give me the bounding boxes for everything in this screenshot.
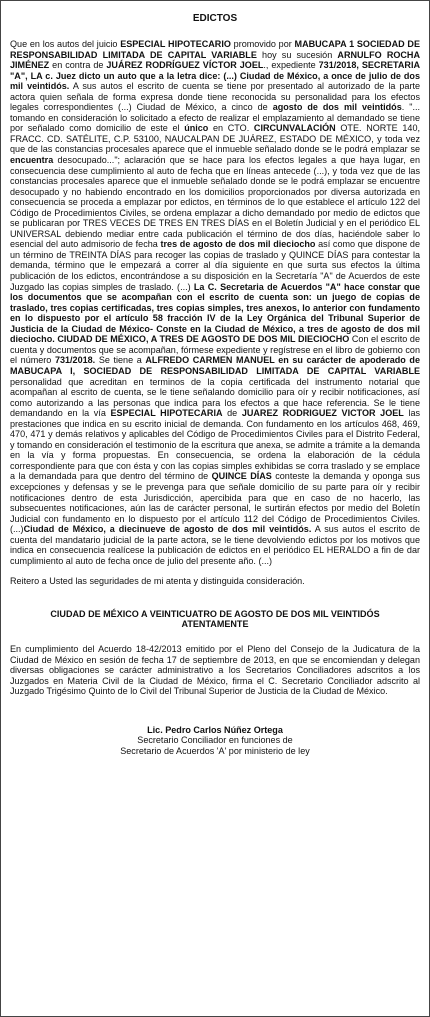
body-bold-segment: agosto de dos mil veintidós [272,102,402,113]
signature-block [10,725,420,757]
body-segment: desocupado..."; aclaración que se hace para los efectos legales a que haya lugar, en consecuencia dese cumplimiento al auto de fecha que en líneas antecede (...), y toda vez que de las constancias procesales aparece que el inmueble señalado donde se le podrá emplazar se encuentre desocupado y no habiendo encontrado en los domicilios proporcionados por diversa autorizada en consecuencia se proceda a emplazar por edictos, en términos de lo que establece el artículo 122 del Código de Procedimientos Civiles, se ordena emplazar a dicho demandado por medio de edictos que se publicaran por TRES VECES DE TRES EN TRES DÍAS en el Boletín Judicial y en el periódico EL UNIVERSAL debiendo mediar entre cada publicación el término de dos días, haciéndole saber lo esencial del auto admisorio de fecha [10,155,420,250]
body-bold-segment: único [184,123,209,134]
acuerdo-paragraph: En cumplimiento del Acuerdo 18-42/2013 emitido por el Pleno del Consejo de la Judicatura de la Ciudad de México en sesión de fecha 17 de septiembre de 2013, en que se encomiendan y delegan diversas obligaciones se carácter administrativo a los Secretarios Conciliadores adscritos a los Juzgados en Materia Civil de la Ciudad de México, firma el C. Secretario Conciliador adscrito al Juzgado Trigésimo Quinto de lo Civil del Tribunal Superior de Justicia de la Ciudad de México. [10,643,420,697]
body-bold-segment: ESPECIAL HIPOTECARIO [120,39,231,49]
document-title: EDICTOS [192,13,238,24]
body-bold-segment: JUAREZ RODRIGUEZ VICTOR JOEL [241,408,404,419]
body-segment: en CTO. [208,123,254,134]
body-segment: Se tiene a [95,355,146,366]
body-bold-segment: QUINCE DÍAS [211,471,272,482]
body-segment: así como que dispone de un término de TREINTA DÍAS para recoger las copias de traslado y QUINCE DÍAS para contestar la demanda, término que le empezará a correr al día siguiente en que surta sus efectos la última publicación de los edictos, encontrándose a su disposición en la Secretaría "A" de Acuerdos de este Juzgado las copias simples de traslado. (...) [10,239,420,292]
body-segment: Con el escrito de cuenta y documentos que se acompañan, fórmese expediente y regístrese en el libro de gobierno con el número [10,334,420,366]
body-segment: A sus autos el escrito de cuenta se tiene por presentado al autorizado de la parte actora quien señala de forma expresa donde tiene reconocida su personalidad para los efectos legales correspondientes (...) Ciudad de México, a cinco de [10,81,420,113]
body-segment: . "... tomando en consideración lo solicitado a efecto de realizar el emplazamiento al demandado se tiene por señalado como domicilio de este el [10,102,421,134]
body-segment: OTE. NORTE 140, FRACC. CD. SATÉLITE, C.P. 53100, NAUCALPAN DE JUÁREZ, ESTADO DE MÉXICO, y toda vez que de las constancias procesales aparece que el inmueble señalado donde se le podrá emplazar se [10,123,420,155]
edicto-body [10,39,420,566]
body-segment: conteste la demanda y oponga sus excepciones y defensas y se le prevenga para que señale domicilio de su parte para oír y recibir notificaciones dentro de esta Jurisdicción, apercibida para que en caso de no hacerlo, las subsecuentes notificaciones, aún las de carácter personal, le surtirán efectos por medio del Boletín Judicial con fundamento en lo dispuesto por el artículo 112 del Código de Procedimientos Civiles. (...) [10,471,420,535]
signer-name: Lic. Pedro Carlos Núñez Ortega [147,724,283,735]
body-bold-segment: La C. Secretaria de Acuerdos "A" hace constar que los documentos que se acompañan con el escrito de cuenta son: un juego de copias de traslado, tres copias certificadas, tres copias simples, tres anexos, lo anterior con fundamento en lo dispuesto por el artículo 58 fracción IV de la Ley Orgánica del Tribunal Superior de Justicia de la Ciudad de México- Conste en la Ciudad de México, a tres de agosto de dos mil dieciocho. CIUDAD DE MÉXICO, A TRES DE AGOSTO DE DOS MIL DIECIOCHO [10,281,420,345]
place-date-block [10,609,420,630]
body-bold-segment: ALFREDO CARMEN MANUEL en su carácter de apoderado de MABUCAPA I, SOCIEDAD DE RESPONSABILIDAD LIMITADA DE CAPITAL VARIABLE [10,355,420,376]
body-bold-segment: MABUCAPA 1 SOCIEDAD DE RESPONSABILIDAD LIMITADA DE CAPITAL VARIABLE [10,39,420,60]
body-segment: de [222,408,242,419]
place-date: CIUDAD DE MÉXICO A VEINTICUATRO DE AGOSTO DE DOS MIL VEINTIDÓS [50,608,380,619]
body-segment: las prestaciones que indica en su escrito inicial de demanda. Con fundamento en los artículos 468, 469, 470, 471 y demás relativos y aplicables del Código de Procedimientos Civiles para el Distrito Federal, y tomando en consideración el testimonio de la escritura que anexa, se admite a trámite a la demanda en la vía y forma propuestas. En consecuencia, se ordena la elaboración de la cédula correspondiente para que con ésta y con las copias simples exhibidas se corra traslado y se emplace a la demandada para que dentro del término de [10,408,420,482]
body-bold-segment: CIRCUNVALACIÓN [253,123,336,134]
body-bold-segment: JUÁREZ RODRÍGUEZ VÍCTOR JOEL [106,60,264,71]
body-bold-segment: ARNULFO ROCHA JIMÉNEZ [10,49,420,71]
body-bold-segment: encuentra [10,155,54,166]
body-bold-segment: ESPECIAL HIPOTECARIA [110,408,223,419]
body-segment: A sus autos el escrito de cuenta del mandatario judicial de la parte actora, se le tiene devolviendo edictos por los motivos que indica en consecuencia realícese la publicación de edictos en el periódico EL HERALDO a fin de dar cumplimiento al auto de fecha once de julio del presente año. (...) [10,524,420,566]
closing-line: Reitero a Usted las seguridades de mi atenta y distinguida consideración. [10,576,305,587]
body-bold-segment: 731/2018, SECRETARIA "A", LA c. Juez dicto un auto que a la letra dice: (...) Ciudad de México, a once de julio de dos mil veintidós. [10,60,420,92]
body-segment: Que en los autos del juicio [10,39,121,49]
body-bold-segment: 731/2018. [54,355,96,366]
atentamente: ATENTAMENTE [181,619,249,630]
body-segment: ., expediente [263,60,319,71]
body-segment: hoy su sucesión [256,49,338,60]
body-bold-segment: tres de agosto de dos mil dieciocho [160,239,316,250]
body-segment: promovido por [230,39,295,49]
signer-title-line-1: Secretario Conciliador en funciones de [137,735,293,746]
body-segment: personalidad que acreditan en terminos de la copia certificada del instrumento notarial que acompañan al escrito de cuenta, se le tiene señalando domicilio para oír y recibir notificaciones, así como autorizando a las personas que indica para los efectos a que hace referencia. Se le tiene demandando en la vía [10,376,420,419]
signer-title-line-2: Secretario de Acuerdos 'A' por ministerio de ley [120,745,310,756]
body-bold-segment: Ciudad de México, a diecinueve de agosto de dos mil veintidós. [23,524,312,535]
body-segment: en contra de [49,60,107,71]
